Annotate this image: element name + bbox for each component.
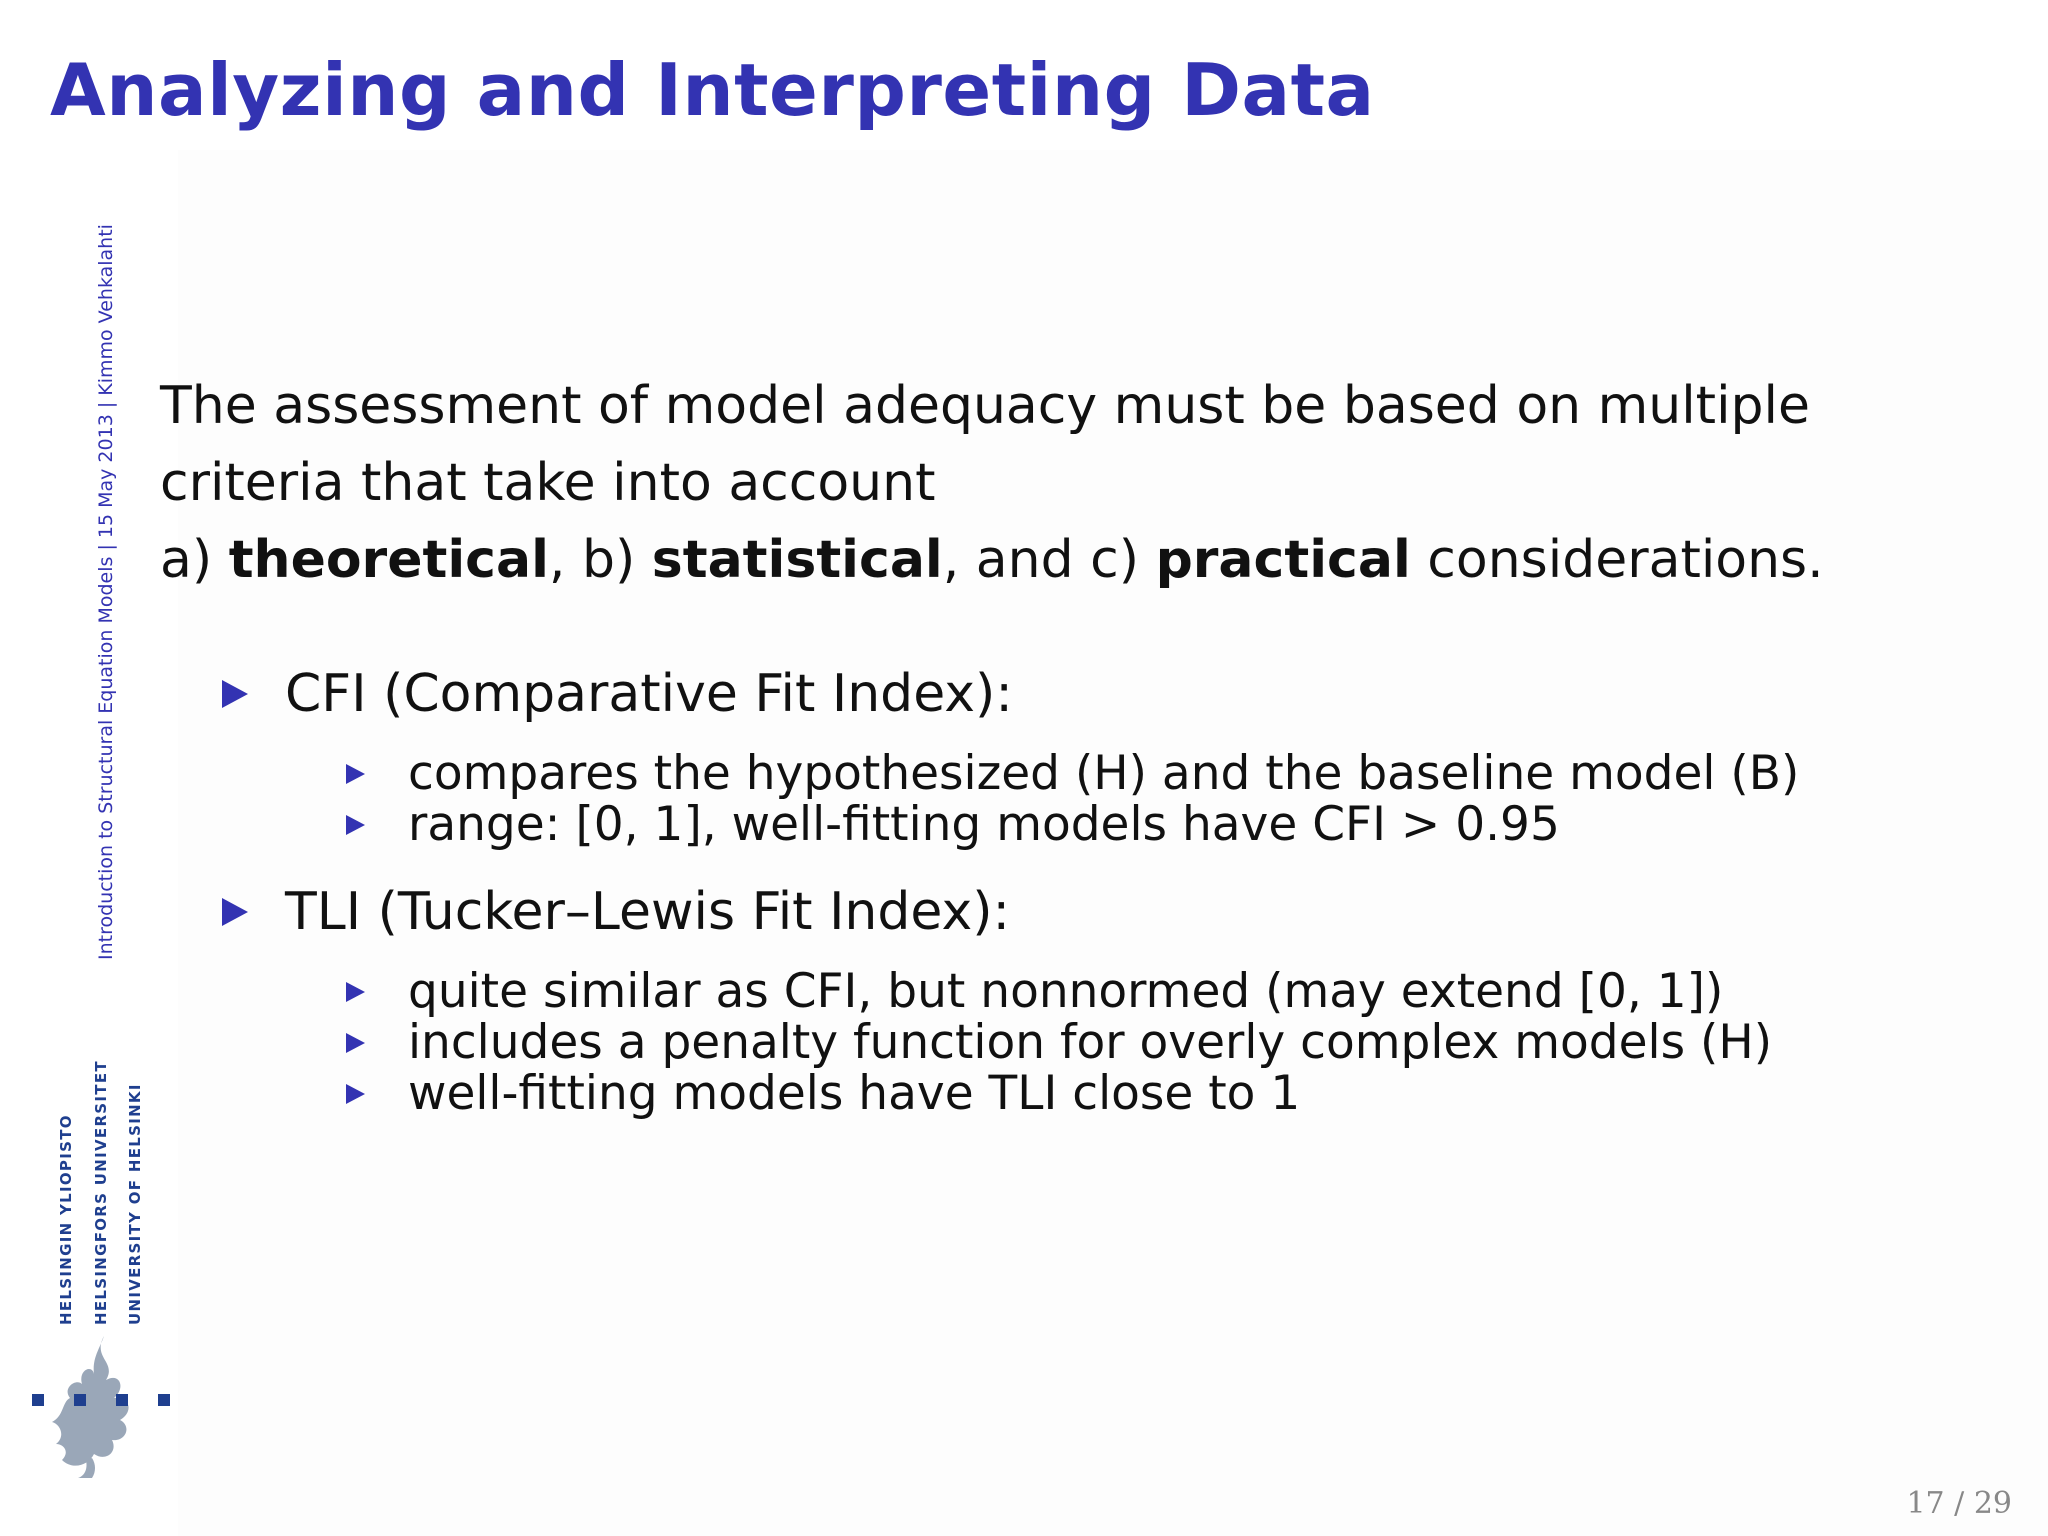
intro-practical: practical bbox=[1155, 530, 1411, 590]
intro-suffix: considerations. bbox=[1410, 530, 1824, 590]
sub-bullet-triangle-icon bbox=[346, 1033, 365, 1053]
subitem-text: well-fitting models have TLI close to 1 bbox=[408, 1066, 1301, 1121]
subitem bbox=[160, 966, 1860, 1017]
intro-statistical: statistical bbox=[651, 530, 943, 590]
bullet-triangle-icon bbox=[222, 680, 248, 708]
sub-bullet-triangle-icon bbox=[346, 982, 365, 1002]
subitem-text: compares the hypothesized (H) and the baseline model (B) bbox=[408, 746, 1800, 801]
tli-sublist bbox=[160, 966, 1860, 1119]
sub-bullet-triangle-icon bbox=[346, 764, 365, 784]
intro-paragraph bbox=[160, 368, 1840, 599]
left-panel bbox=[0, 150, 178, 1450]
bullet-triangle-icon bbox=[222, 898, 248, 926]
subitem bbox=[160, 1068, 1860, 1119]
bullet-list bbox=[160, 650, 1860, 1137]
sidebar-footer-text: Introduction to Structural Equation Models | 15 May 2013 | Kimmo Vehkalahti bbox=[95, 224, 117, 960]
subitem-text: range: [0, 1], well-fitting models have CFI > 0.95 bbox=[408, 797, 1560, 852]
intro-theoretical: theoretical bbox=[228, 530, 549, 590]
intro-c-prefix: , and c) bbox=[942, 530, 1156, 590]
university-logo-text bbox=[57, 1060, 144, 1325]
intro-b-prefix: , b) bbox=[548, 530, 652, 590]
subitem bbox=[160, 748, 1860, 799]
subitem bbox=[160, 1017, 1860, 1068]
bullet-tli-label: TLI (Tucker–Lewis Fit Index): bbox=[285, 882, 1011, 942]
intro-a-prefix: a) bbox=[160, 530, 229, 590]
sub-bullet-triangle-icon bbox=[346, 815, 365, 835]
subitem-text: quite similar as CFI, but nonnormed (may extend [0, 1]) bbox=[408, 964, 1724, 1019]
sub-bullet-triangle-icon bbox=[346, 1084, 365, 1104]
page-number: 17 / 29 bbox=[1906, 1486, 2012, 1521]
intro-line-1: The assessment of model adequacy must be based on multiple bbox=[160, 376, 1810, 436]
bullet-cfi-label: CFI (Comparative Fit Index): bbox=[285, 664, 1013, 724]
sidebar-footer bbox=[95, 166, 117, 960]
bullet-tli bbox=[160, 868, 1860, 956]
logo-line-2: HELSINGFORS UNIVERSITET bbox=[92, 1060, 110, 1325]
cfi-sublist bbox=[160, 748, 1860, 850]
subitem-text: includes a penalty function for overly complex models (H) bbox=[408, 1015, 1773, 1070]
logo-line-3: UNIVERSITY OF HELSINKI bbox=[126, 1083, 144, 1325]
bullet-cfi bbox=[160, 650, 1860, 738]
subitem bbox=[160, 799, 1860, 850]
flame-logo-icon bbox=[22, 1328, 172, 1478]
slide-title: Analyzing and Interpreting Data bbox=[50, 48, 1375, 132]
intro-line-2: criteria that take into account bbox=[160, 453, 936, 513]
logo-line-1: HELSINGIN YLIOPISTO bbox=[57, 1114, 75, 1325]
